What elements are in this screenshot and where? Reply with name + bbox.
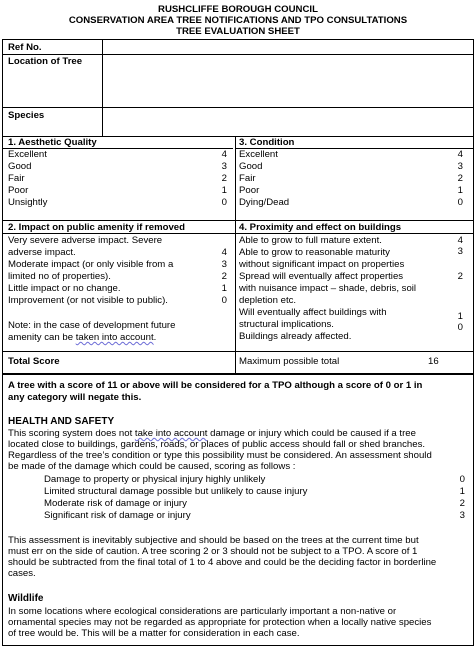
proximity-line: with nuisance impact – shade, debris, soil xyxy=(239,283,417,294)
assessment-para: must err on the side of caution. A tree scoring 2 or 3 should not be subject to a TPO. A score of 1 xyxy=(8,546,418,557)
impact-line: Little impact or no change. xyxy=(8,283,121,294)
ref-field[interactable] xyxy=(107,42,467,53)
proximity-line: Buildings already affected. xyxy=(239,331,352,342)
ref-label: Ref No. xyxy=(8,42,42,53)
health-heading: HEALTH AND SAFETY xyxy=(8,416,115,427)
wildlife-para: In some locations where ecological considerations are particularly important a non-native or xyxy=(8,606,397,617)
council-name: RUSHCLIFFE BOROUGH COUNCIL xyxy=(158,4,318,15)
proximity-line: depletion etc. xyxy=(239,295,297,306)
aesthetic-score: 1 xyxy=(221,185,227,196)
risk-item: Moderate risk of damage or injury xyxy=(44,498,187,509)
assessment-para: should be subtracted from the final total of 1 to 4 above and could be the deciding factor in borderline xyxy=(8,557,437,568)
impact-score: 0 xyxy=(221,295,227,306)
proximity-score: 0 xyxy=(457,322,463,333)
impact-score: 1 xyxy=(221,283,227,294)
assessment-para: cases. xyxy=(8,568,36,579)
proximity-score: 2 xyxy=(457,271,463,282)
proximity-score: 3 xyxy=(457,246,463,257)
wildlife-para: of tree would be. This will be a matter for consideration in each case. xyxy=(8,628,300,639)
health-para: located close to buildings, gardens, roads, or places of public access should fall or shed branches. xyxy=(8,439,426,450)
assessment-para: This assessment is inevitably subjective and should be based on the trees at the current time but xyxy=(8,535,419,546)
location-label: Location of Tree xyxy=(8,56,83,67)
condition-heading: 3. Condition xyxy=(239,137,295,148)
risk-score: 3 xyxy=(459,510,465,521)
condition-item: Excellent xyxy=(239,149,278,160)
risk-item: Limited structural damage possible but unlikely to cause injury xyxy=(44,486,308,497)
condition-score: 0 xyxy=(457,197,463,208)
impact-heading: 2. Impact on public amenity if removed xyxy=(8,222,185,233)
health-para: Regardless of the tree’s condition or type this possibility must be considered. An assessment should xyxy=(8,450,432,461)
aesthetic-item: Poor xyxy=(8,185,29,196)
condition-score: 3 xyxy=(457,161,463,172)
risk-item: Damage to property or physical injury highly unlikely xyxy=(44,474,266,485)
aesthetic-item: Excellent xyxy=(8,149,47,160)
location-field[interactable] xyxy=(107,56,467,104)
impact-score: 2 xyxy=(221,271,227,282)
tpo-note: any category will negate this. xyxy=(8,392,142,403)
proximity-line: without significant impact on properties xyxy=(239,259,405,270)
evaluation-sheet xyxy=(1,1,475,647)
risk-item: Significant risk of damage or injury xyxy=(44,510,191,521)
condition-item: Fair xyxy=(239,173,256,184)
proximity-line: structural implications. xyxy=(239,319,334,330)
wildlife-para: ornamental species may not be regarded as appropriate for protection when a locally native species xyxy=(8,617,432,628)
condition-score: 2 xyxy=(457,173,463,184)
max-total-label: Maximum possible total xyxy=(239,356,340,367)
condition-item: Dying/Dead xyxy=(239,197,290,208)
proximity-line: Spread will eventually affect properties xyxy=(239,271,404,282)
sheet-title: TREE EVALUATION SHEET xyxy=(176,26,300,37)
aesthetic-item: Fair xyxy=(8,173,25,184)
impact-score: 4 xyxy=(221,247,227,258)
aesthetic-score: 0 xyxy=(221,197,227,208)
impact-score: 3 xyxy=(221,259,227,270)
aesthetic-heading: 1. Aesthetic Quality xyxy=(8,137,97,148)
health-para: This scoring system does not take into account damage or injury which could be caused if a tree xyxy=(8,428,416,439)
wildlife-heading: Wildlife xyxy=(8,593,44,604)
aesthetic-item: Good xyxy=(8,161,32,172)
species-field[interactable] xyxy=(107,110,467,134)
notes-box xyxy=(2,374,474,646)
impact-line: Moderate impact (or only visible from a xyxy=(8,259,174,270)
impact-line: limited no of properties). xyxy=(8,271,111,282)
aesthetic-score: 2 xyxy=(221,173,227,184)
impact-line: Improvement (or not visible to public). xyxy=(8,295,168,306)
species-label: Species xyxy=(8,110,45,121)
proximity-line: Able to grow to full mature extent. xyxy=(239,235,382,246)
proximity-line: Will eventually affect buildings with xyxy=(239,307,387,318)
aesthetic-item: Unsightly xyxy=(8,197,48,208)
max-total-value: 16 xyxy=(428,356,439,367)
proximity-heading: 4. Proximity and effect on buildings xyxy=(239,222,402,233)
proximity-score: 1 xyxy=(457,311,463,322)
risk-score: 0 xyxy=(459,474,465,485)
proximity-line: Able to grow to reasonable maturity xyxy=(239,247,390,258)
condition-item: Good xyxy=(239,161,263,172)
impact-line: adverse impact. xyxy=(8,247,76,258)
total-score-label: Total Score xyxy=(8,356,60,367)
condition-score: 4 xyxy=(457,149,463,160)
impact-line: Very severe adverse impact. Severe xyxy=(8,235,163,246)
impact-note-cont: amenity can be taken into account. xyxy=(8,332,157,343)
condition-score: 1 xyxy=(457,185,463,196)
aesthetic-score: 4 xyxy=(221,149,227,160)
impact-note: Note: in the case of development future xyxy=(8,320,176,331)
proximity-score: 4 xyxy=(457,235,463,246)
risk-score: 1 xyxy=(459,486,465,497)
tpo-note: A tree with a score of 11 or above will be considered for a TPO although a score of 0 or 1 in xyxy=(8,380,423,391)
health-para: be made of the damage which could be caused, scoring as follows : xyxy=(8,461,296,472)
sheet-subtitle: CONSERVATION AREA TREE NOTIFICATIONS AND TPO CONSULTATIONS xyxy=(68,15,408,26)
aesthetic-score: 3 xyxy=(221,161,227,172)
risk-score: 2 xyxy=(459,498,465,509)
condition-item: Poor xyxy=(239,185,260,196)
evaluation-table xyxy=(2,39,474,374)
